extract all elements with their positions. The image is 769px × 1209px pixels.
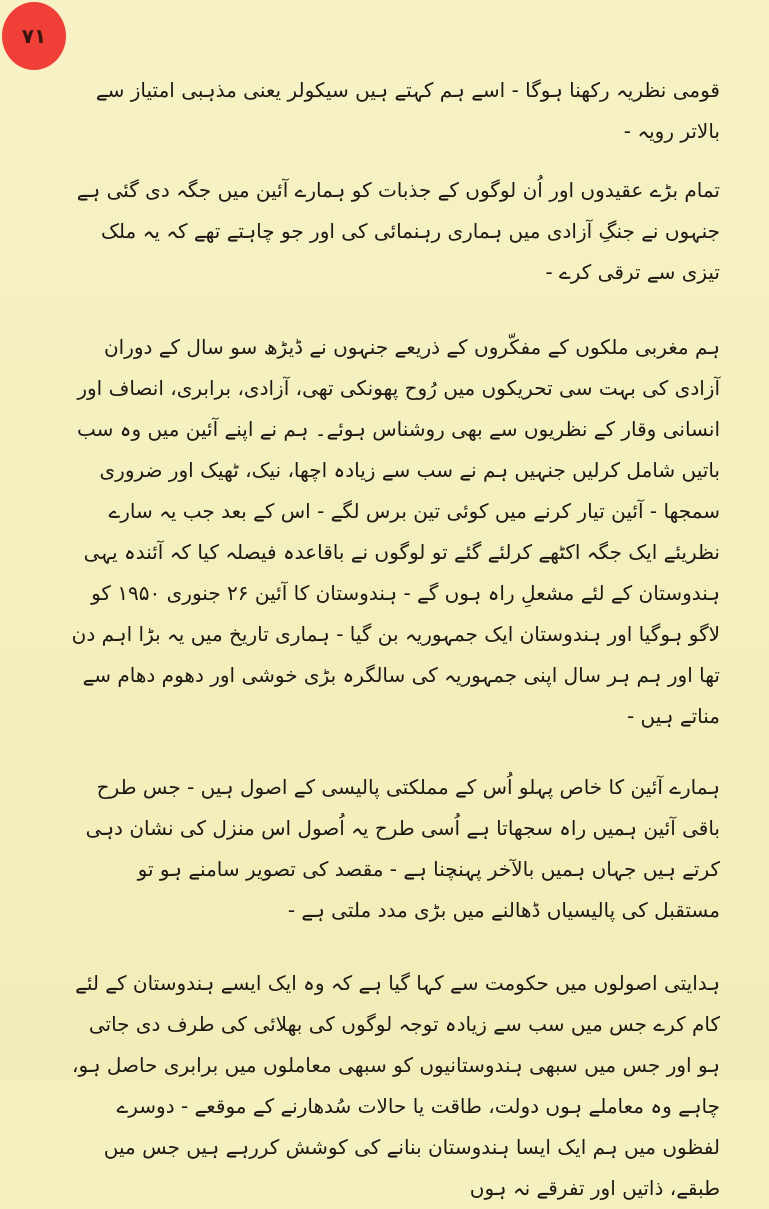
paragraph-5: ہدایتی اصولوں میں حکومت سے کہا گیا ہے کہ وہ ایک ایسے ہندوستان کے لئے کام کرے جس میں سب سے زیادہ توجہ لوگوں کی بھلائی کی طرف دی جاتی ہو اور جس میں سبھی ہندوستانیوں کو سبھی معاملوں میں برابری حاصل ہو، چاہے وہ معاملے ہوں دولت، طاقت یا حالات سُدھارنے کے موقعے - دوسرے لفظوں میں ہم ایک ایسا ہندوستان بنانے کی کوشش کررہے ہیں جس میں طبقے، ذاتیں اور تفرقے نہ ہوں bbox=[72, 971, 720, 1200]
body-text bbox=[70, 70, 720, 1209]
paragraph-4: ہمارے آئین کا خاص پہلو اُس کے مملکتی پالیسی کے اصول ہیں - جس طرح باقی آئین ہمیں راہ سجھاتا ہے اُسی طرح یہ اُصول اس منزل کی نشان دہی کرتے ہیں جہاں ہمیں بالآخر پہنچنا ہے - مقصد کی تصویر سامنے ہو تو مستقبل کی پالیسیاں ڈھالنے میں بڑی مدد ملتی ہے - bbox=[85, 775, 720, 922]
paragraph-3: ہم مغربی ملکوں کے مفکّروں کے ذریعے جنہوں نے ڈیڑھ سو سال کے دوران آزادی کی بہت سی تحریکوں میں رُوح پھونکی تھی، آزادی، برابری، انصاف اور انسانی وقار کے نظریوں سے بھی روشناس ہوئے۔ ہم نے اپنے آئین میں وہ سب باتیں شامل کرلیں جنہیں ہم نے سب سے زیادہ اچھا، نیک، ٹھیک اور ضروری سمجھا - آئین تیار کرنے میں کوئی تین برس لگے - اس کے بعد جب یہ سارے نظریئے ایک جگہ اکٹھے کرلئے گئے تو لوگوں نے باقاعدہ فیصلہ کیا کہ آئندہ یہی ہندوستان کے لئے مشعلِ راہ ہوں گے - ہندوستان کا آئین ۲۶ جنوری ۱۹۵۰ کو لاگو ہوگیا اور ہندوستان ایک جمہوریہ بن گیا - ہماری تاریخ میں یہ بڑا اہم دن تھا اور ہم ہر سال اپنی جمہوریہ کی سالگرہ بڑی خوشی اور دھوم دھام سے مناتے ہیں - bbox=[71, 335, 720, 728]
paragraph-2: تمام بڑے عقیدوں اور اُن لوگوں کے جذبات کو ہمارے آئین میں جگہ دی گئی ہے جنہوں نے جنگِ آزادی میں ہماری رہنمائی کی اور جو چاہتے تھے کہ یہ ملک تیزی سے ترقی کرے - bbox=[76, 178, 720, 284]
page-number-badge: ۷۱ bbox=[2, 2, 66, 70]
paragraph-1: قومی نظریہ رکھنا ہوگا - اسے ہم کہتے ہیں سیکولر یعنی مذہبی امتیاز سے بالاتر رویہ - bbox=[95, 78, 720, 143]
